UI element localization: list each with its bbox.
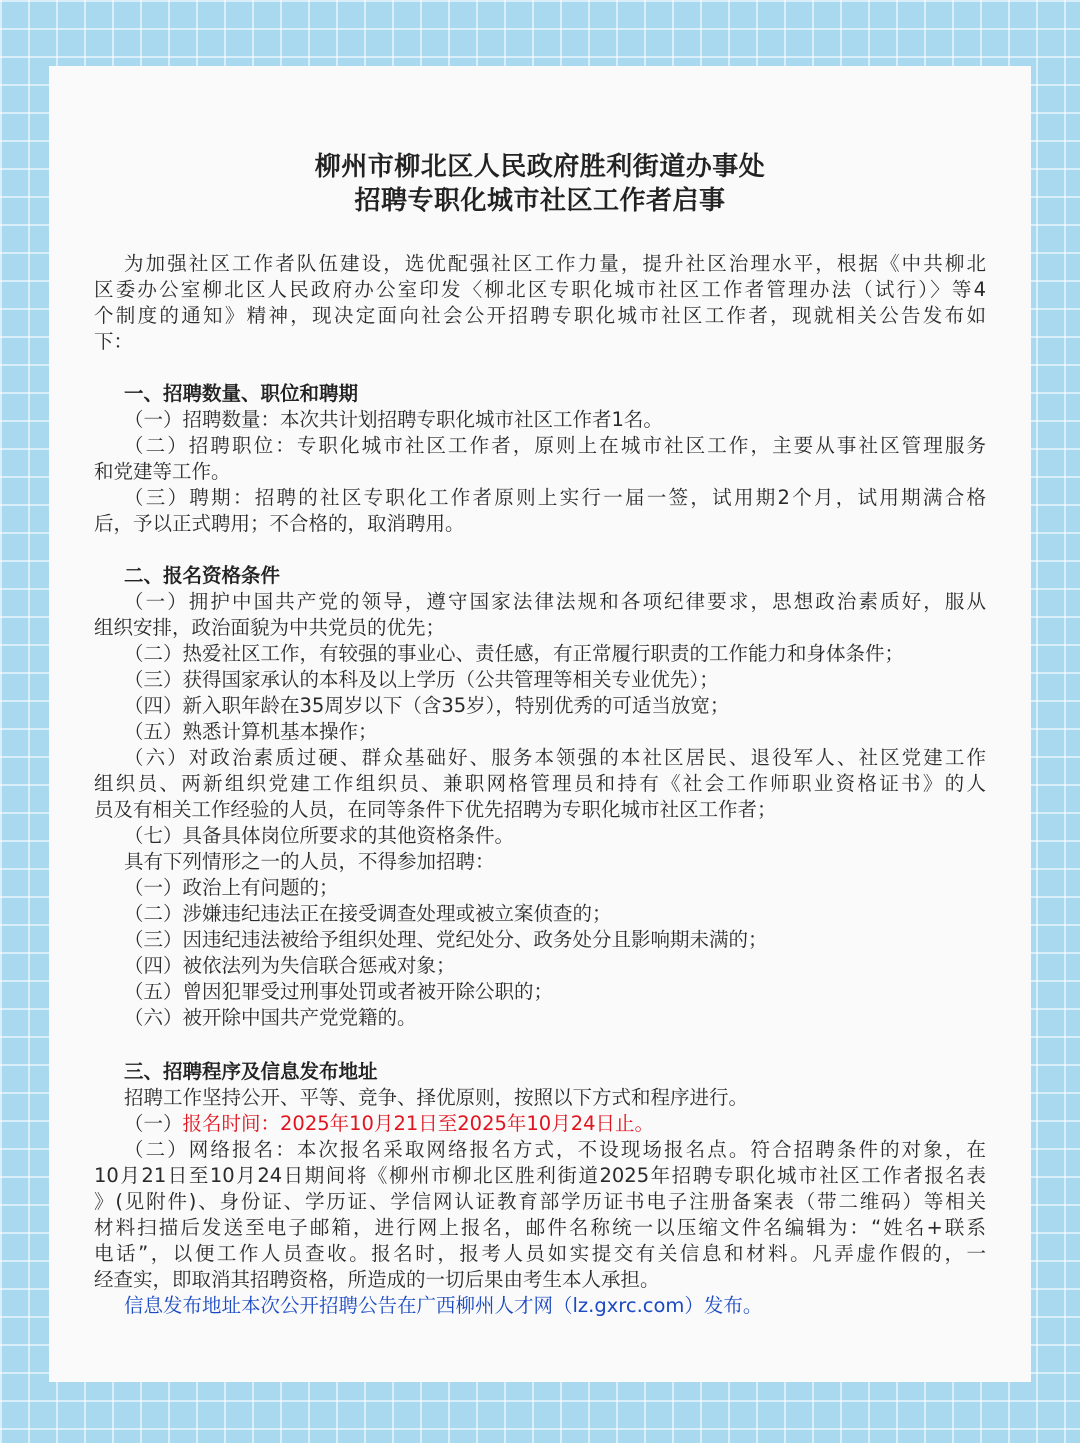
section2-line: （三）获得国家承认的本科及以上学历（公共管理等相关专业优先）； [124,668,719,691]
section2-line: 具有下列情形之一的人员，不得参加招聘： [124,850,495,873]
document-title-line2: 招聘专职化城市社区工作者启事 [354,186,726,216]
intro-line: 区委办公室柳北区人民政府办公室印发〈柳北区专职化城市社区工作者管理办法（试行）〉等4 [94,278,986,301]
section3-principle: 招聘工作坚持公开、平等、竞争、择优原则，按照以下方式和程序进行。 [124,1086,749,1109]
section2-line: （五）熟悉计算机基本操作； [124,720,378,743]
intro-line: 为加强社区工作者队伍建设，选优配强社区工作力量，提升社区治理水平，根据《中共柳北 [124,252,986,275]
section2-line: 组织安排，政治面貌为中共党员的优先； [94,616,446,639]
section2-line: 员及有相关工作经验的人员，在同等条件下优先招聘为专职化城市社区工作者； [94,798,777,821]
section2-line: （二）热爱社区工作，有较强的事业心、责任感，有正常履行职责的工作能力和身体条件； [124,642,905,665]
section1-line: （二）招聘职位：专职化城市社区工作者，原则上在城市社区工作，主要从事社区管理服务 [124,434,986,457]
document-title-line1: 柳州市柳北区人民政府胜利街道办事处 [314,152,766,182]
registration-time-text: 报名时间：2025年10月21日至2025年10月24日止。 [182,1112,655,1135]
section3-line: 》(见附件)、身份证、学历证、学信网认证教育部学历证书电子注册备案表（带二维码）等相关 [94,1190,986,1213]
section3-line: 材料扫描后发送至电子邮箱，进行网上报名，邮件名称统一以压缩文件名编辑为：“姓名+联系 [94,1216,986,1239]
section1-line: （一）招聘数量：本次共计划招聘专职化城市社区工作者1名。 [124,408,663,431]
section3-line: 电话”，以便工作人员查收。报名时，报考人员如实提交有关信息和材料。凡弄虚作假的，一 [94,1242,986,1265]
info-address-link[interactable]: 信息发布地址本次公开招聘公告在广西柳州人才网（lz.gxrc.com）发布。 [124,1294,763,1317]
section3-line: （二）网络报名：本次报名采取网络报名方式，不设现场报名点。符合招聘条件的对象，在 [124,1138,986,1161]
section2-line: （一）政治上有问题的； [124,876,339,899]
section2-line: （六）对政治素质过硬、群众基础好、服务本领强的本社区居民、退役军人、社区党建工作 [124,746,986,769]
section2-heading: 二、报名资格条件 [124,564,281,587]
section2-line: （二）涉嫌违纪违法正在接受调查处理或被立案侦查的； [124,902,612,925]
section1-line: （三）聘期：招聘的社区专职化工作者原则上实行一届一签，试用期2个月，试用期满合格 [124,486,986,509]
section2-line: （一）拥护中国共产党的领导，遵守国家法律法规和各项纪律要求，思想政治素质好，服从 [124,590,986,613]
intro-line: 个制度的通知》精神，现决定面向社会公开招聘专职化城市社区工作者，现就相关公告发布如 [94,304,986,327]
section3-heading: 三、招聘程序及信息发布地址 [124,1060,378,1083]
item-prefix: （一） [124,1112,183,1135]
section2-line: （四）被依法列为失信联合惩戒对象； [124,954,456,977]
section1-line: 和党建等工作。 [94,460,231,483]
section1-heading: 一、招聘数量、职位和聘期 [124,382,359,405]
section2-line: （六）被开除中国共产党党籍的。 [124,1006,417,1029]
section2-line: 组织员、两新组织党建工作组织员、兼职网格管理员和持有《社会工作师职业资格证书》的人 [94,772,986,795]
section3-line: 10月21日至10月24日期间将《柳州市柳北区胜利街道2025年招聘专职化城市社区工作者报名表 [94,1164,986,1187]
section1-line: 后，予以正式聘用；不合格的，取消聘用。 [94,512,465,535]
section2-line: （五）曾因犯罪受过刑事处罚或者被开除公职的； [124,980,554,1003]
section3-line: 经查实，即取消其招聘资格，所造成的一切后果由考生本人承担。 [94,1268,660,1291]
intro-line: 下： [94,330,134,353]
section2-line: （三）因违纪违法被给予组织处理、党纪处分、政务处分且影响期未满的； [124,928,768,951]
section2-line: （四）新入职年龄在35周岁以下（含35岁），特别优秀的可适当放宽； [124,694,730,717]
notice-document [49,66,1031,1382]
registration-time-item [124,1111,1016,1137]
section2-line: （七）具备具体岗位所要求的其他资格条件。 [124,824,515,847]
